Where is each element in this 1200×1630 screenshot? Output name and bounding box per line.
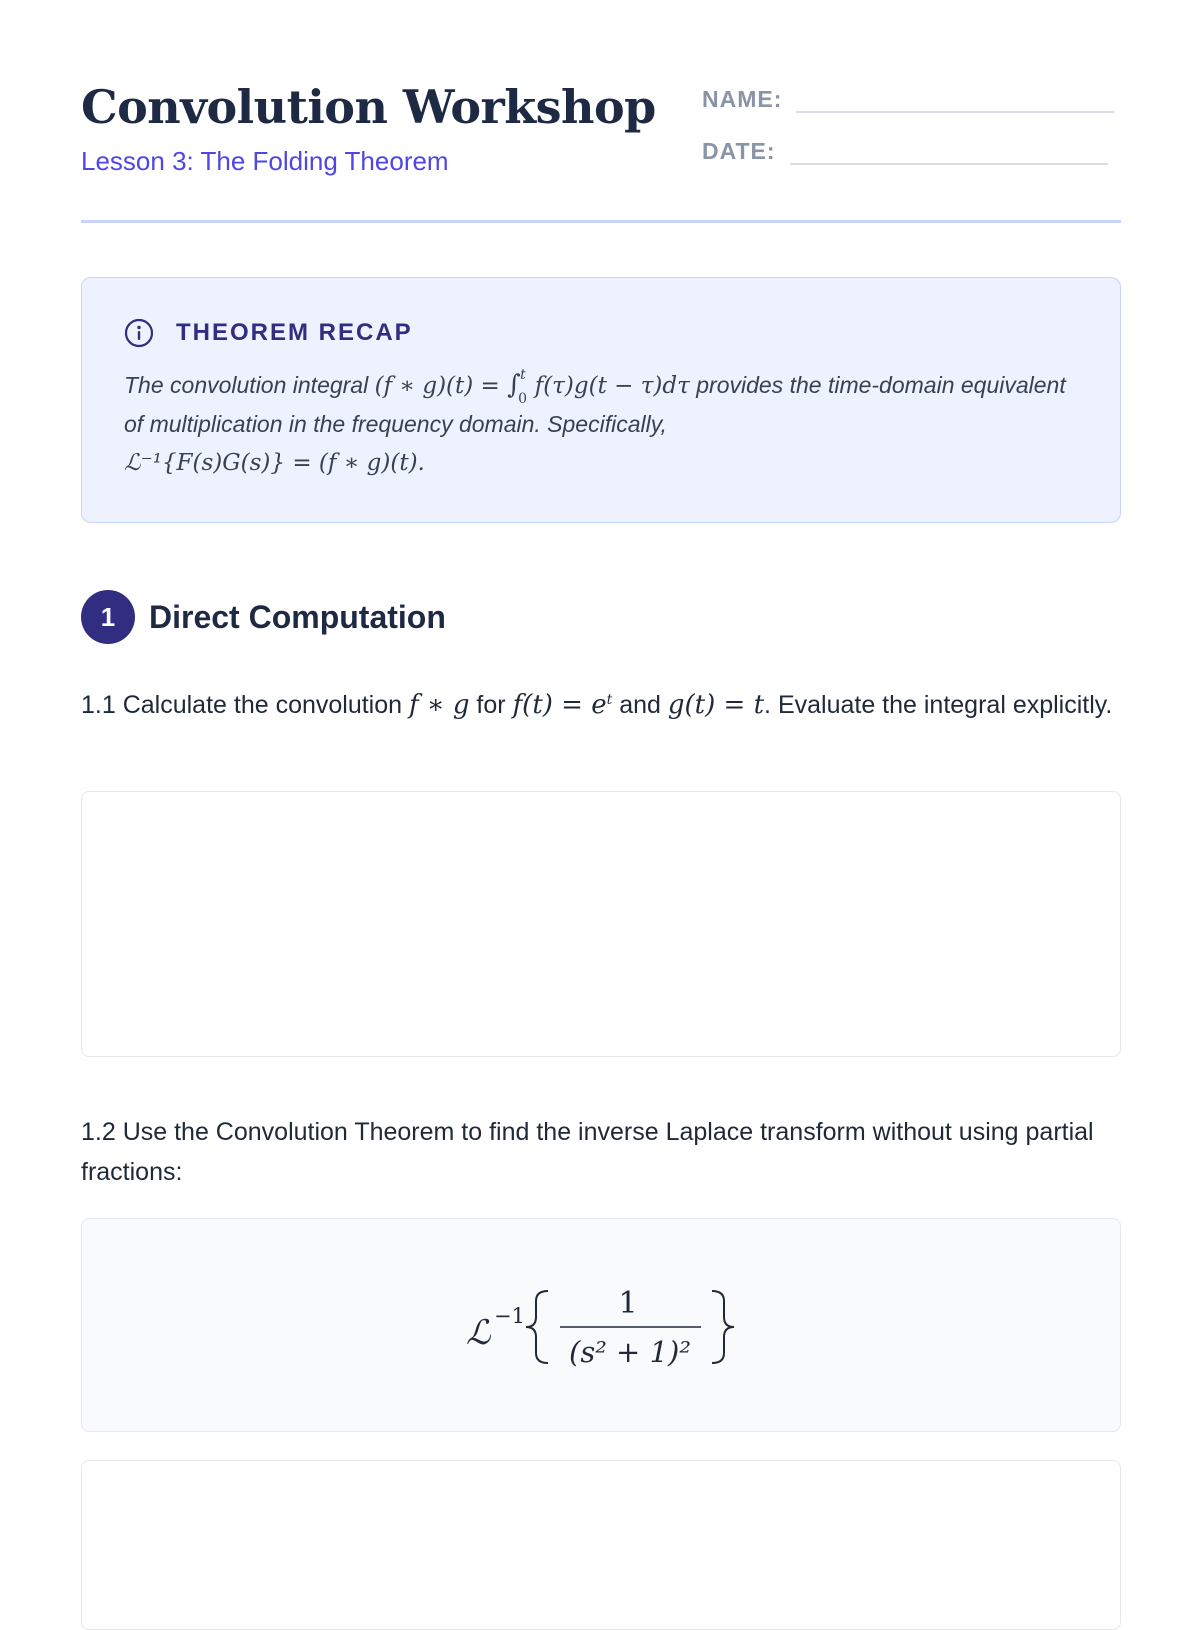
question-1-2: 1.2 Use the Convolution Theorem to find the inverse Laplace transform without using partial fractions:: [81, 1118, 1094, 1186]
header-divider: [81, 220, 1121, 223]
name-input-line[interactable]: [796, 87, 1114, 113]
answer-area-1-1[interactable]: [81, 791, 1121, 1057]
integral-sign: [507, 366, 528, 407]
right-brace: [712, 1291, 734, 1363]
q1-and: and: [619, 691, 661, 719]
laplace-exponent: −1: [494, 1304, 525, 1328]
page-title: Convolution Workshop: [81, 80, 656, 134]
date-label: DATE:: [702, 138, 776, 164]
formula-lhs: (f ∗ g)(t) =: [374, 373, 500, 399]
q1-math-f: [513, 690, 613, 720]
formula-denominator: (s² + 1)²: [569, 1335, 691, 1369]
name-field: [702, 86, 1114, 113]
q1-for: for: [476, 691, 506, 719]
q1-math-convolution: f ∗ g: [409, 690, 470, 720]
integral-lower-limit: 0: [518, 391, 528, 407]
left-brace: [526, 1291, 548, 1363]
recap-text: [124, 366, 1084, 482]
laplace-identity-formula: ℒ⁻¹{F(s)G(s)} = (f ∗ g)(t).: [124, 450, 425, 476]
inverse-laplace-formula: [466, 1271, 766, 1381]
lesson-subtitle: Lesson 3: The Folding Theorem: [81, 146, 449, 176]
worksheet-page: [81, 0, 1121, 1600]
formula-integrand: f(τ)g(t − τ)dτ: [534, 373, 690, 399]
laplace-operator: ℒ: [466, 1313, 491, 1353]
date-field: [702, 138, 1108, 165]
section-header: [81, 590, 446, 644]
name-label: NAME:: [702, 86, 783, 112]
convolution-formula: [374, 367, 690, 407]
section-number-badge: 1: [81, 590, 135, 644]
q1-f-expression: f(t) = e: [512, 690, 607, 720]
q1-f-exponent: t: [606, 692, 613, 708]
info-icon: [124, 318, 154, 348]
q1-suffix: . Evaluate the integral explicitly.: [764, 691, 1113, 719]
q1-prefix: 1.1 Calculate the convolution: [81, 691, 403, 719]
formula-display-box: [81, 1218, 1121, 1432]
integral-symbol: ∫: [507, 370, 521, 400]
integral-upper-limit: t: [520, 367, 526, 383]
date-input-line[interactable]: [790, 139, 1108, 165]
formula-numerator: 1: [618, 1286, 638, 1321]
recap-text-2: provides the time-domain equivalent of multiplication in the frequency domain. Specifically,: [124, 372, 1066, 437]
section-title: Direct Computation: [149, 598, 446, 635]
recap-header: [124, 318, 413, 348]
answer-area-1-2[interactable]: [81, 1460, 1121, 1630]
theorem-recap-box: [81, 277, 1121, 523]
question-1-1: [81, 685, 1121, 725]
q1-math-g: g(t) = t: [667, 690, 765, 720]
recap-heading: THEOREM RECAP: [176, 319, 413, 346]
formula-svg: [466, 1271, 766, 1381]
recap-text-1: The convolution integral: [124, 372, 369, 398]
